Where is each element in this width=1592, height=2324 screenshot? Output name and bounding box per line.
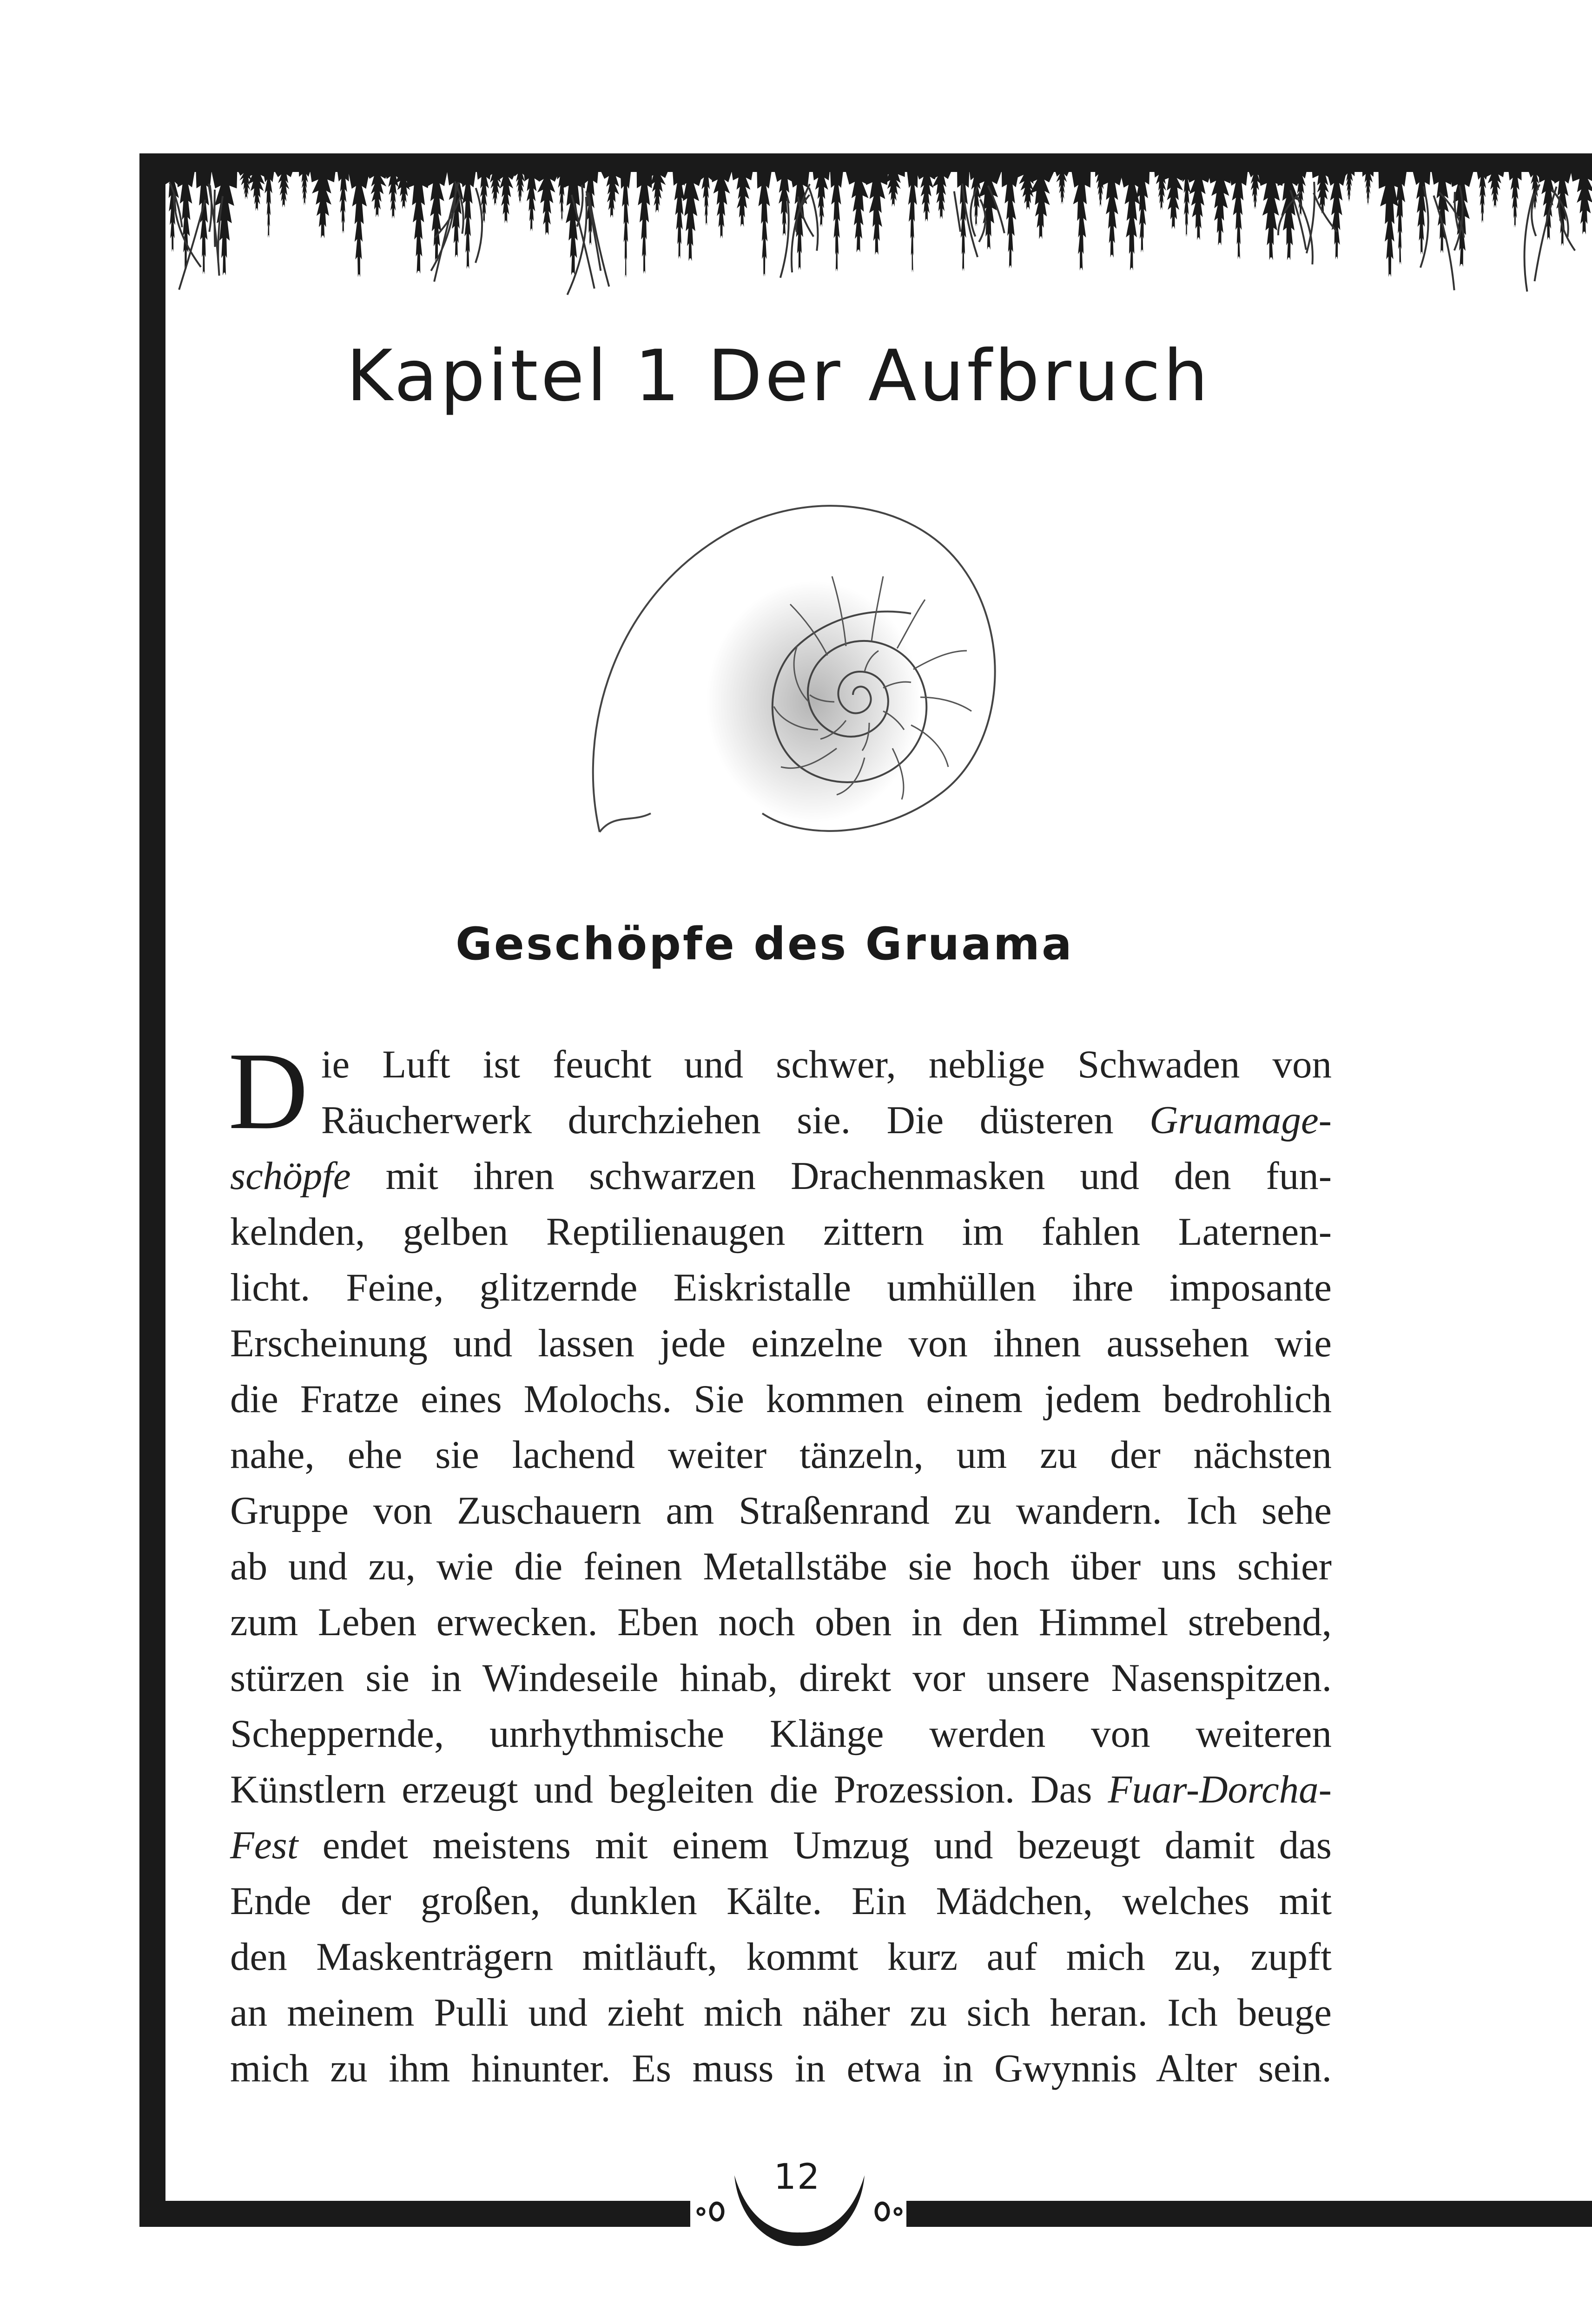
forest-tree-shape [700, 171, 713, 226]
forest-tree-shape [1508, 171, 1521, 228]
forest-tree-shape [637, 171, 652, 274]
forest-tree-shape [1002, 171, 1019, 268]
forest-tree-shape [1162, 171, 1185, 229]
nautilus-shell-icon [586, 488, 1027, 841]
forest-tree-shape [524, 171, 539, 231]
forest-tree-shape [790, 171, 809, 270]
italic-term: Fuar-Dorcha- [1108, 1768, 1332, 1811]
forest-tree-shape [916, 171, 937, 222]
forest-tree-shape [732, 171, 753, 227]
forest-tree-shape [931, 171, 951, 219]
text-line: Scheppernde, unrhythmische Klänge werden von weiteren [230, 1712, 1332, 1756]
root-branch-line [1307, 182, 1315, 253]
root-branch-line [1296, 196, 1313, 264]
root-branch-line [954, 191, 960, 232]
bottom-border-line-right [906, 2201, 1592, 2227]
forest-tree-shape [865, 171, 888, 255]
forest-tree-shape [1432, 171, 1453, 253]
forest-tree-shape [337, 171, 349, 234]
forest-tree-shape [1100, 171, 1123, 257]
italic-term: Fest [230, 1823, 298, 1867]
forest-tree-shape [1379, 171, 1401, 277]
text-line: Gruppe von Zuschauern am Straßenrand zu wandern. Ich sehe [230, 1489, 1332, 1532]
text-line: stürzen sie in Windeseile hinab, direkt vor unsere Nasenspitzen. [230, 1656, 1332, 1700]
text-line: Künstlern erzeugt und begleiten die Prozession. Das Fuar-Dorcha- [230, 1768, 1332, 1811]
italic-term: Gruamage- [1149, 1098, 1332, 1142]
text-line: die Fratze eines Molochs. Sie kommen einem jedem bedrohlich [230, 1377, 1332, 1421]
forest-tree-shape [757, 171, 772, 277]
text-line: Fest endet meistens mit einem Umzug und bezeugt damit das [230, 1823, 1332, 1867]
text-line: mich zu ihm hinunter. Es muss in etwa in Gwynnis Alter sein. [230, 2047, 1332, 2090]
bottom-border-line-left [139, 2201, 690, 2227]
forest-tree-shape [407, 171, 430, 274]
forest-tree-shape [425, 171, 447, 261]
forest-tree-shape [1362, 171, 1374, 205]
forest-tree-shape [601, 171, 623, 218]
forest-tree-shape [263, 171, 274, 238]
forest-tree-shape [310, 171, 336, 238]
left-border-line [139, 153, 165, 2226]
forest-tree-shape [621, 171, 631, 278]
forest-tree-shape [1209, 171, 1232, 245]
forest-tree-shape [830, 171, 843, 272]
forest-tree-shape [299, 171, 310, 205]
root-branch-line [476, 188, 482, 263]
forest-tree-shape [1055, 171, 1069, 205]
forest-tree-shape [460, 171, 476, 269]
forest-tree-shape [1344, 171, 1355, 202]
forest-tree-shape [348, 171, 370, 277]
text-line: Erscheinung und lassen jede einzelne von ihnen aussehen wie [230, 1321, 1332, 1365]
text-line: Räucherwerk durchziehen sie. Die düsteren Gruamage- [321, 1098, 1332, 1142]
forest-tree-shape [813, 171, 830, 227]
forest-tree-shape [1028, 171, 1055, 239]
forest-tree-shape [1071, 171, 1090, 271]
forest-tree-shape [1394, 171, 1407, 265]
text-line: Ende der großen, dunklen Kälte. Ein Mädchen, welches mit [230, 1879, 1332, 1923]
forest-tree-shape [907, 171, 918, 272]
root-branch-line [214, 190, 215, 247]
text-line: den Maskenträgern mitläuft, kommt kurz auf mich zu, zupft [230, 1935, 1332, 1979]
root-branch-line [809, 188, 818, 251]
chapter-title: Kapitel 1 Der Aufbruch [346, 335, 1211, 417]
forest-tree-shape [1185, 171, 1212, 240]
forest-tree-shape [1327, 171, 1347, 259]
forest-tree-shape [275, 171, 293, 208]
forest-tree-shape [711, 171, 732, 238]
forest-tree-shape [1477, 171, 1488, 223]
text-line: licht. Feine, glitzernde Eiskristalle umhüllen ihre imposante [230, 1266, 1332, 1309]
forest-border-decoration [139, 153, 1592, 307]
forest-tree-shape [774, 171, 793, 236]
text-line: zum Leben erwecken. Eben noch oben in den Himmel strebend, [230, 1600, 1332, 1644]
drop-cap: D [228, 1030, 308, 1152]
text-line: schöpfe mit ihren schwarzen Drachenmasken und den fun- [230, 1154, 1332, 1198]
forest-tree-shape [366, 171, 389, 218]
text-line: nahe, ehe sie lachend weiter tänzeln, um zu der nächsten [230, 1433, 1332, 1477]
text-line: ab und zu, wie die feinen Metallstäbe sie hoch über uns schier [230, 1545, 1332, 1588]
italic-term: schöpfe [230, 1154, 351, 1198]
body-paragraph [228, 1030, 1332, 2096]
root-branch-line [1532, 185, 1539, 236]
forest-tree-shape [1571, 171, 1592, 234]
page-number: 12 [773, 2156, 821, 2197]
forest-tree-shape [1486, 171, 1504, 208]
text-line: ie Luft ist feucht und schwer, neblige Schwaden von [321, 1043, 1332, 1086]
text-line: an meinem Pulli und zieht mich näher zu sich heran. Ich beuge [230, 1991, 1332, 2034]
section-title: Geschöpfe des Gruama [456, 918, 1074, 970]
forest-tree-shape [1553, 171, 1572, 246]
text-line: kelnden, gelben Reptilienaugen zittern im fahlen Laternen- [230, 1210, 1332, 1254]
forest-tree-shape [1229, 171, 1248, 259]
